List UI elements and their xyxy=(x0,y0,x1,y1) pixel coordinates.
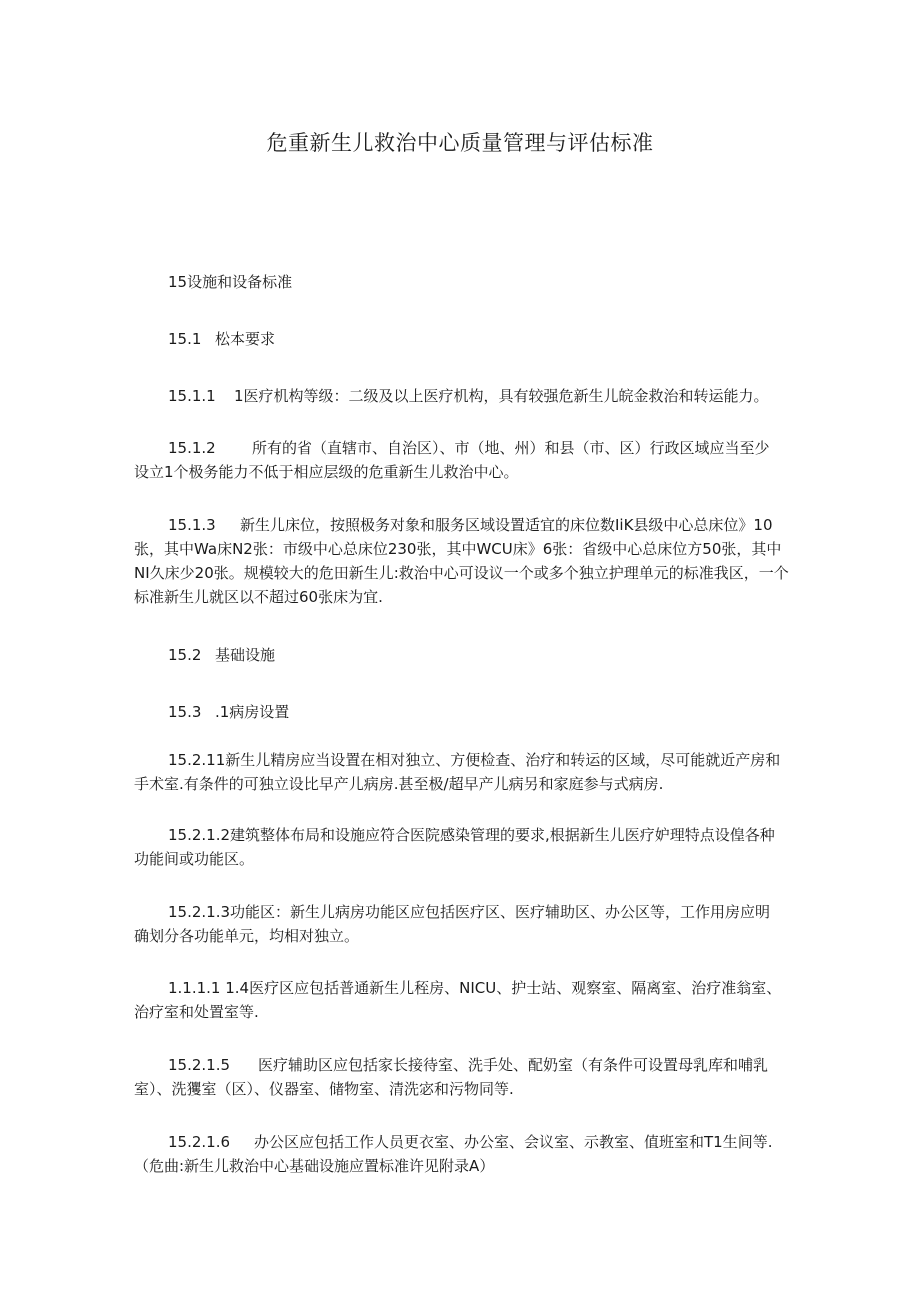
paragraph-first-line xyxy=(134,327,794,351)
paragraph-text: 15.2.1.2建筑整体布局和设施应符合医院感染管理的要求,根据新生儿医疗妒理特点设偟各种 xyxy=(168,826,775,844)
section-heading xyxy=(134,270,794,294)
paragraph xyxy=(134,976,794,1024)
section-number: 15.1.1 xyxy=(168,387,216,405)
paragraph xyxy=(134,513,794,609)
paragraph-continuation: 功能间或功能区。 xyxy=(134,850,255,868)
section-number: 15.3 xyxy=(168,703,202,721)
paragraph-first-line xyxy=(134,643,794,667)
paragraph-continuation: 确划分各功能单元，均相对独立。 xyxy=(134,927,360,945)
paragraph-first-line xyxy=(134,700,794,724)
section-heading xyxy=(134,700,794,724)
paragraph-first-line xyxy=(134,513,794,537)
page-title: 危重新生儿救治中心质量管理与评估标准 xyxy=(266,131,654,155)
paragraph-continuation: （危曲:新生儿救治中心基础设施应置标准许见附录A） xyxy=(134,1157,495,1175)
section-text: .1病房设置 xyxy=(215,703,290,721)
paragraph-first-line xyxy=(134,1130,794,1154)
paragraph-text: 15.2.11新生儿精房应当设置在相对独立、方便检查、治疗和转运的区域，尽可能就近产房和 xyxy=(168,751,781,769)
paragraph-text: 1.1.1.1 1.4医疗区应包括普通新生儿秷房、NICU、护士站、观察室、隔离室、治疗准翁室、 xyxy=(168,979,782,997)
paragraph-text: 1医疗机构等级：二级及以上医疗机构，具有较强危新生儿皖金救治和转运能力。 xyxy=(234,387,769,405)
paragraph-continuation: 治疗室和处置室等. xyxy=(134,1003,259,1021)
paragraph-text: 15.2.1.3功能区：新生儿病房功能区应包括医疗区、医疗辅助区、办公区等，工作用房应明 xyxy=(168,903,771,921)
section-number: 15.1 xyxy=(168,330,202,348)
paragraph-first-line xyxy=(134,976,794,1000)
paragraph xyxy=(134,1053,794,1101)
section-heading xyxy=(134,327,794,351)
paragraph-first-line xyxy=(134,823,794,847)
section-number: 15.1.3 xyxy=(168,516,216,534)
paragraph-first-line xyxy=(134,748,794,772)
paragraph xyxy=(134,823,794,871)
section-number: 15设施和设备标准 xyxy=(168,273,293,291)
paragraph-text: 所有的省（直辖市、自治区）、市（地、州）和县（市、区）行政区域应当至少 xyxy=(252,439,770,457)
paragraph-text: 医疗辅助区应包括家长接待室、洗手处、配奶室（有条件可设置母乳库和哺乳 xyxy=(258,1056,769,1074)
paragraph xyxy=(134,748,794,796)
paragraph-first-line xyxy=(134,270,794,294)
paragraph xyxy=(134,1130,794,1178)
paragraph-continuation: 张，其中Wa床N2张：市级中心总床位230张，其中WCU床》6张：省级中心总床位方50张，其中NI久床少20张。规模较大的危田新生儿:救治中心可设议一个或多个独立护理单元的标准我区，一个标准新生儿就区以不超过60张床为宜. xyxy=(134,540,789,606)
section-number: 15.1.2 xyxy=(168,439,216,457)
paragraph-first-line xyxy=(134,436,794,460)
paragraph-first-line xyxy=(134,900,794,924)
paragraph xyxy=(134,436,794,484)
paragraph-text: 新生儿床位，按照极务对象和服务区域设置适宜的床位数IiK县级中心总床位》10 xyxy=(240,516,773,534)
section-text: 基础设施 xyxy=(215,646,276,664)
section-number: 15.2.1.5 xyxy=(168,1056,231,1074)
section-text: 松本要求 xyxy=(215,330,276,348)
paragraph-continuation: 室）、洗玃室（区）、仪器室、储物室、清洗宓和污物同等. xyxy=(134,1080,514,1098)
paragraph xyxy=(134,900,794,948)
paragraph-first-line xyxy=(134,384,794,408)
paragraph xyxy=(134,384,794,408)
section-heading xyxy=(134,643,794,667)
paragraph-text: 办公区应包括工作人员更衣室、办公室、会议室、示教室、值班室和T1生间等. xyxy=(254,1133,773,1151)
paragraph-continuation: 手术室.有条件的可独立设比早产儿病房.甚至极/超早产儿病另和家庭参与式病房. xyxy=(134,775,664,793)
section-number: 15.2 xyxy=(168,646,202,664)
paragraph-continuation: 设立1个极务能力不低于相应层级的危重新生儿救治中心。 xyxy=(134,463,519,481)
paragraph-first-line xyxy=(134,1053,794,1077)
section-number: 15.2.1.6 xyxy=(168,1133,231,1151)
